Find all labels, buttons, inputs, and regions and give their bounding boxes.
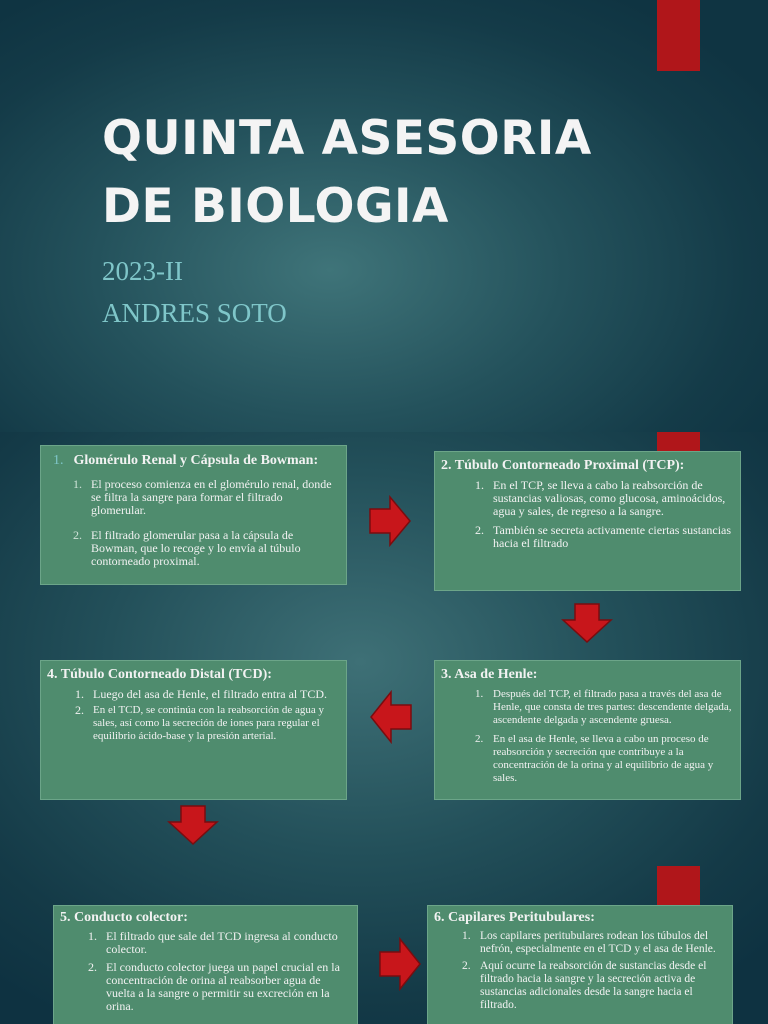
step-heading: 2. Túbulo Contorneado Proximal (TCP): <box>441 458 685 473</box>
title-line-2: DE BIOLOGIA <box>102 179 449 234</box>
decorative-red-tab <box>657 432 700 452</box>
list-item: 1. Los capilares peritubulares rodean los túbulos del nefrón, especialmente en el TCD y el asa de Henle. <box>462 930 716 955</box>
list-item: 1. El filtrado que sale del TCD ingresa al conducto colector. <box>88 929 338 956</box>
arrow-right-icon <box>378 937 422 991</box>
list-item: 2. También se secreta activamente ciertas sustancias hacia el filtrado <box>475 523 732 550</box>
step-box-tcp <box>434 451 741 591</box>
step-heading: 3. Asa de Henle: <box>441 667 538 682</box>
list-item: 1. Después del TCP, el filtrado pasa a través del asa de Henle, que consta de tres partes: descendente delgada, ascendente delgada y ascendente gruesa. <box>475 688 732 726</box>
title-slide <box>0 0 768 432</box>
step-list <box>75 687 340 743</box>
list-item: 2. Aquí ocurre la reabsorción de sustancias desde el filtrado hacia la sangre y la secreción activa de sustancias adicionales desde la sangre hacia el filtrado. <box>462 960 707 1011</box>
list-item: 2. En el asa de Henle, se lleva a cabo un proceso de reabsorción y secreción que contribuye a la concentración de la orina y al equilibrio de agua y sales. <box>475 733 714 784</box>
arrow-down-icon <box>561 602 613 644</box>
step-number: 1. <box>53 453 64 468</box>
step-list <box>475 688 734 785</box>
list-item: 2. El conducto colector juega un papel crucial en la concentración de orina al reabsorber agua de vuelta a la sangre o permitir su excreción en la orina. <box>88 960 340 1013</box>
list-item: 1. Luego del asa de Henle, el filtrado entra al TCD. <box>75 687 328 701</box>
step-list <box>462 930 726 1012</box>
list-item: 2. En el TCD, se continúa con la reabsorción de agua y sales, así como la secreción de iones para regular el equilibrio ácido-base y la presión arterial. <box>75 703 325 742</box>
arrow-down-icon <box>167 804 219 846</box>
author-label: ANDRES SOTO <box>102 298 287 328</box>
list-item: 2. El filtrado glomerular pasa a la cápsula de Bowman, que lo recoge y lo envía al túbulo contorneado proximal. <box>73 528 301 568</box>
list-item: 1. En el TCP, se lleva a cabo la reabsorción de sustancias valiosas, como glucosa, aminoácidos, agua y sales, de regreso a la sangre. <box>475 478 726 518</box>
step-list <box>73 477 338 568</box>
title-line-1: QUINTA ASESORIA <box>102 111 592 166</box>
step-heading: 5. Conducto colector: <box>60 910 188 925</box>
step-heading: 4. Túbulo Contorneado Distal (TCD): <box>47 667 272 682</box>
step-heading: 6. Capilares Peritubulares: <box>434 910 595 925</box>
step-list <box>88 929 351 1013</box>
list-item: 1. El proceso comienza en el glomérulo renal, donde se filtra la sangre para formar el filtrado glomerular. <box>73 477 332 517</box>
term-label: 2023-II <box>102 256 183 286</box>
step-box-tcd <box>40 660 347 800</box>
decorative-red-tab <box>657 866 700 906</box>
step-box-glomerulo <box>40 445 347 585</box>
step-heading: 1. Glomérulo Renal y Cápsula de Bowman: <box>53 453 319 468</box>
step-box-capilares <box>427 905 733 1024</box>
process-slide <box>0 432 768 1024</box>
slide-title <box>102 105 722 241</box>
step-box-conducto-colector <box>53 905 358 1024</box>
step-list <box>475 478 734 550</box>
step-box-asa-henle <box>434 660 741 800</box>
arrow-right-icon <box>368 495 412 547</box>
decorative-red-tab <box>657 0 700 71</box>
arrow-left-icon <box>369 690 413 744</box>
